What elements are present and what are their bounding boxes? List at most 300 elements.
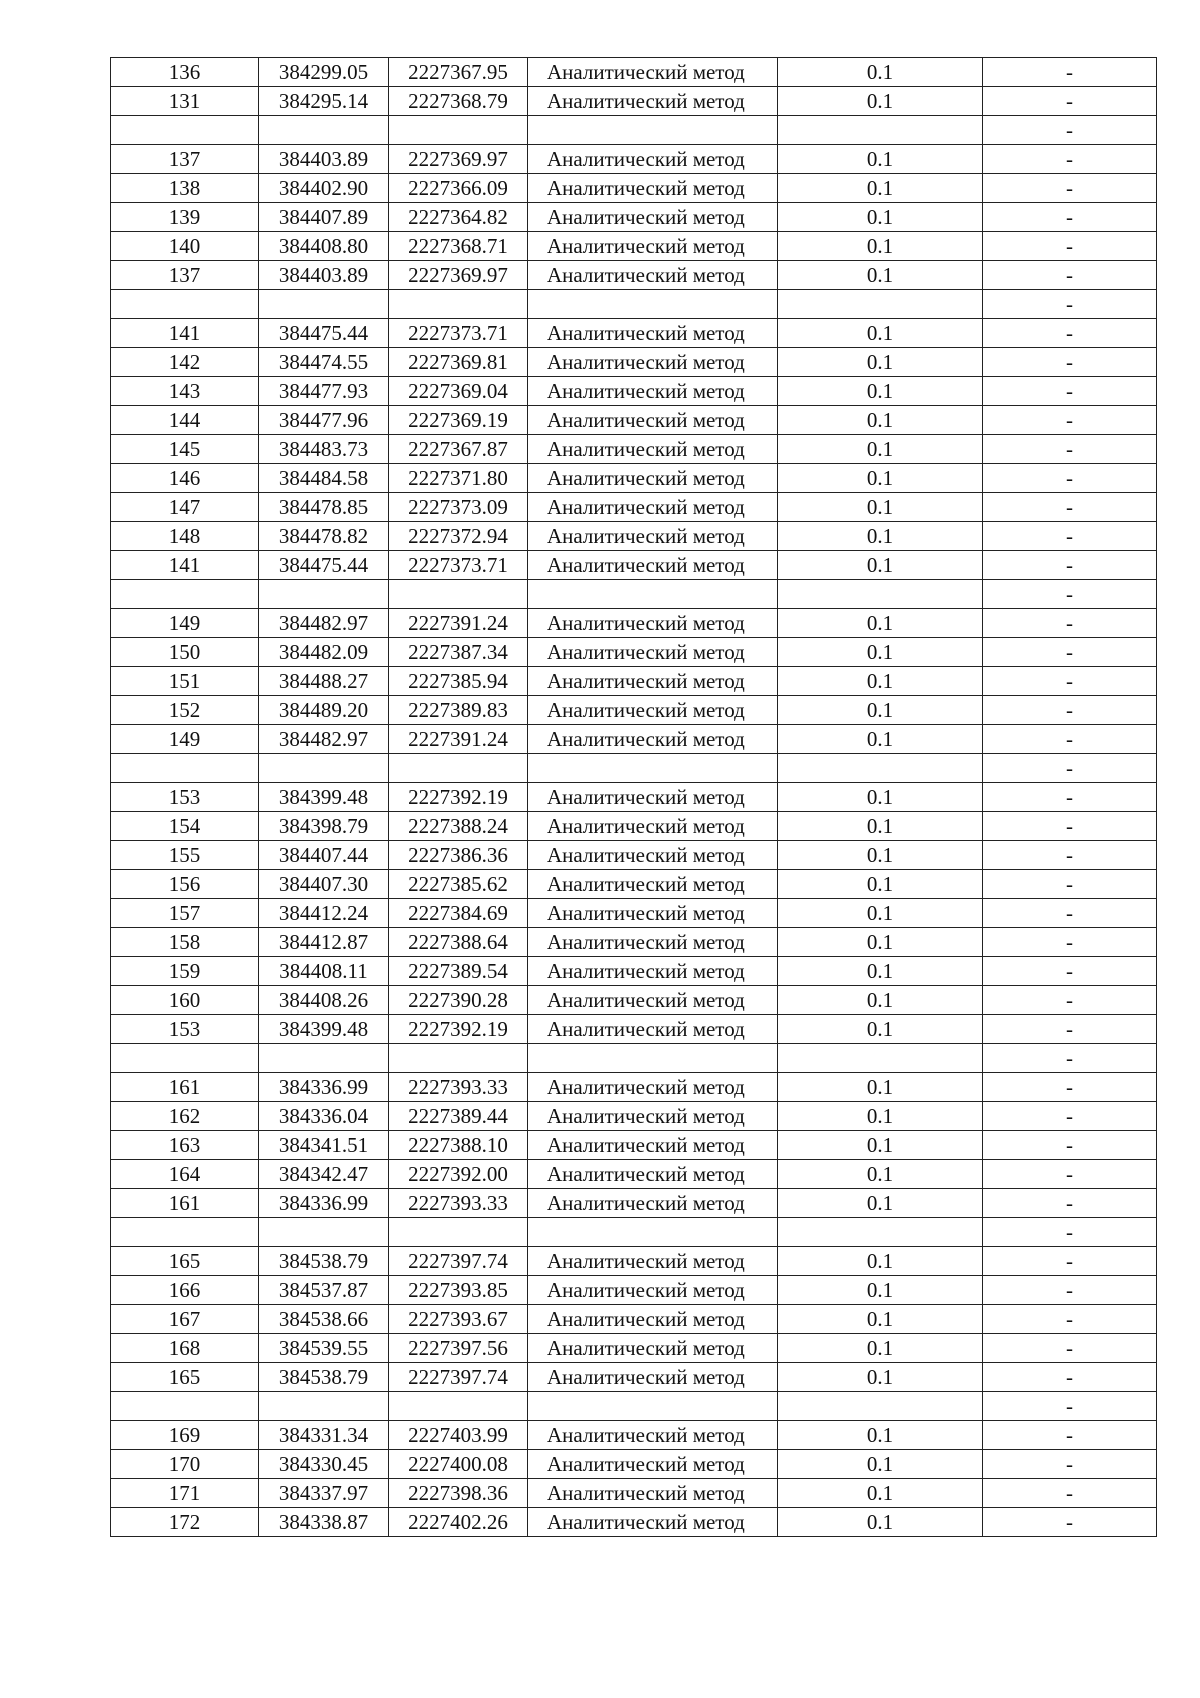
x-coordinate-cell xyxy=(259,580,389,609)
accuracy-cell: 0.1 xyxy=(778,348,983,377)
table-row xyxy=(111,841,1157,870)
note-cell: - xyxy=(983,1363,1157,1392)
accuracy-cell: 0.1 xyxy=(778,870,983,899)
accuracy-cell: 0.1 xyxy=(778,551,983,580)
point-number-cell: 136 xyxy=(111,58,259,87)
y-coordinate-cell: 2227392.00 xyxy=(389,1160,528,1189)
accuracy-cell: 0.1 xyxy=(778,1508,983,1537)
method-cell: Аналитический метод xyxy=(528,812,778,841)
table-row xyxy=(111,1073,1157,1102)
method-cell: Аналитический метод xyxy=(528,638,778,667)
accuracy-cell: 0.1 xyxy=(778,783,983,812)
method-cell: Аналитический метод xyxy=(528,1421,778,1450)
x-coordinate-cell: 384478.85 xyxy=(259,493,389,522)
y-coordinate-cell: 2227388.64 xyxy=(389,928,528,957)
accuracy-cell: 0.1 xyxy=(778,638,983,667)
method-cell xyxy=(528,290,778,319)
note-cell: - xyxy=(983,348,1157,377)
point-number-cell: 172 xyxy=(111,1508,259,1537)
accuracy-cell: 0.1 xyxy=(778,1131,983,1160)
method-cell: Аналитический метод xyxy=(528,1508,778,1537)
point-number-cell: 169 xyxy=(111,1421,259,1450)
note-cell: - xyxy=(983,841,1157,870)
accuracy-cell: 0.1 xyxy=(778,841,983,870)
note-cell: - xyxy=(983,957,1157,986)
point-number-cell: 137 xyxy=(111,261,259,290)
point-number-cell: 146 xyxy=(111,464,259,493)
note-cell: - xyxy=(983,1421,1157,1450)
y-coordinate-cell: 2227385.62 xyxy=(389,870,528,899)
method-cell xyxy=(528,1218,778,1247)
y-coordinate-cell xyxy=(389,1044,528,1073)
note-cell: - xyxy=(983,899,1157,928)
point-number-cell: 151 xyxy=(111,667,259,696)
table-row xyxy=(111,319,1157,348)
x-coordinate-cell: 384331.34 xyxy=(259,1421,389,1450)
accuracy-cell: 0.1 xyxy=(778,928,983,957)
table-row xyxy=(111,899,1157,928)
method-cell: Аналитический метод xyxy=(528,464,778,493)
method-cell: Аналитический метод xyxy=(528,145,778,174)
y-coordinate-cell: 2227367.87 xyxy=(389,435,528,464)
note-cell: - xyxy=(983,812,1157,841)
table-row xyxy=(111,87,1157,116)
separator-row xyxy=(111,116,1157,145)
point-number-cell: 145 xyxy=(111,435,259,464)
note-cell: - xyxy=(983,58,1157,87)
method-cell: Аналитический метод xyxy=(528,870,778,899)
y-coordinate-cell: 2227368.71 xyxy=(389,232,528,261)
method-cell: Аналитический метод xyxy=(528,957,778,986)
method-cell: Аналитический метод xyxy=(528,899,778,928)
y-coordinate-cell: 2227369.97 xyxy=(389,145,528,174)
y-coordinate-cell xyxy=(389,116,528,145)
note-cell: - xyxy=(983,232,1157,261)
note-cell: - xyxy=(983,1044,1157,1073)
x-coordinate-cell: 384403.89 xyxy=(259,145,389,174)
accuracy-cell: 0.1 xyxy=(778,1479,983,1508)
x-coordinate-cell: 384295.14 xyxy=(259,87,389,116)
accuracy-cell: 0.1 xyxy=(778,87,983,116)
note-cell: - xyxy=(983,1479,1157,1508)
point-number-cell: 148 xyxy=(111,522,259,551)
note-cell: - xyxy=(983,493,1157,522)
point-number-cell xyxy=(111,116,259,145)
x-coordinate-cell: 384482.97 xyxy=(259,609,389,638)
accuracy-cell: 0.1 xyxy=(778,493,983,522)
method-cell xyxy=(528,1392,778,1421)
accuracy-cell: 0.1 xyxy=(778,377,983,406)
method-cell: Аналитический метод xyxy=(528,667,778,696)
x-coordinate-cell: 384538.79 xyxy=(259,1363,389,1392)
accuracy-cell: 0.1 xyxy=(778,1015,983,1044)
accuracy-cell: 0.1 xyxy=(778,986,983,1015)
point-number-cell: 131 xyxy=(111,87,259,116)
accuracy-cell xyxy=(778,580,983,609)
accuracy-cell: 0.1 xyxy=(778,203,983,232)
point-number-cell: 150 xyxy=(111,638,259,667)
table-row xyxy=(111,667,1157,696)
table-row xyxy=(111,609,1157,638)
method-cell: Аналитический метод xyxy=(528,841,778,870)
point-number-cell xyxy=(111,754,259,783)
method-cell: Аналитический метод xyxy=(528,696,778,725)
y-coordinate-cell: 2227373.71 xyxy=(389,551,528,580)
note-cell: - xyxy=(983,1247,1157,1276)
method-cell: Аналитический метод xyxy=(528,406,778,435)
note-cell: - xyxy=(983,1218,1157,1247)
y-coordinate-cell: 2227367.95 xyxy=(389,58,528,87)
point-number-cell: 165 xyxy=(111,1363,259,1392)
x-coordinate-cell: 384336.99 xyxy=(259,1073,389,1102)
table-row xyxy=(111,1102,1157,1131)
y-coordinate-cell: 2227390.28 xyxy=(389,986,528,1015)
x-coordinate-cell: 384475.44 xyxy=(259,319,389,348)
note-cell: - xyxy=(983,928,1157,957)
method-cell: Аналитический метод xyxy=(528,928,778,957)
table-row xyxy=(111,1450,1157,1479)
accuracy-cell xyxy=(778,116,983,145)
y-coordinate-cell: 2227387.34 xyxy=(389,638,528,667)
y-coordinate-cell: 2227369.97 xyxy=(389,261,528,290)
separator-row xyxy=(111,1044,1157,1073)
x-coordinate-cell: 384539.55 xyxy=(259,1334,389,1363)
table-row xyxy=(111,986,1157,1015)
y-coordinate-cell: 2227397.56 xyxy=(389,1334,528,1363)
table-row xyxy=(111,1363,1157,1392)
method-cell: Аналитический метод xyxy=(528,377,778,406)
table-row xyxy=(111,1334,1157,1363)
method-cell xyxy=(528,1044,778,1073)
x-coordinate-cell xyxy=(259,290,389,319)
x-coordinate-cell: 384399.48 xyxy=(259,783,389,812)
x-coordinate-cell: 384538.79 xyxy=(259,1247,389,1276)
point-number-cell: 160 xyxy=(111,986,259,1015)
point-number-cell: 153 xyxy=(111,1015,259,1044)
method-cell: Аналитический метод xyxy=(528,319,778,348)
point-number-cell: 142 xyxy=(111,348,259,377)
method-cell: Аналитический метод xyxy=(528,609,778,638)
table-row xyxy=(111,1015,1157,1044)
separator-row xyxy=(111,1392,1157,1421)
method-cell: Аналитический метод xyxy=(528,1131,778,1160)
accuracy-cell: 0.1 xyxy=(778,1334,983,1363)
x-coordinate-cell: 384408.26 xyxy=(259,986,389,1015)
accuracy-cell xyxy=(778,1044,983,1073)
point-number-cell: 158 xyxy=(111,928,259,957)
note-cell: - xyxy=(983,116,1157,145)
table-row xyxy=(111,1160,1157,1189)
y-coordinate-cell xyxy=(389,290,528,319)
point-number-cell: 164 xyxy=(111,1160,259,1189)
y-coordinate-cell: 2227388.10 xyxy=(389,1131,528,1160)
note-cell: - xyxy=(983,696,1157,725)
method-cell: Аналитический метод xyxy=(528,1479,778,1508)
method-cell: Аналитический метод xyxy=(528,522,778,551)
method-cell: Аналитический метод xyxy=(528,261,778,290)
note-cell: - xyxy=(983,261,1157,290)
method-cell: Аналитический метод xyxy=(528,174,778,203)
table-row xyxy=(111,812,1157,841)
table-row xyxy=(111,522,1157,551)
method-cell: Аналитический метод xyxy=(528,232,778,261)
table-row xyxy=(111,58,1157,87)
x-coordinate-cell: 384537.87 xyxy=(259,1276,389,1305)
point-number-cell: 170 xyxy=(111,1450,259,1479)
note-cell: - xyxy=(983,783,1157,812)
coordinates-table xyxy=(110,57,1157,1537)
point-number-cell: 141 xyxy=(111,551,259,580)
accuracy-cell: 0.1 xyxy=(778,957,983,986)
accuracy-cell: 0.1 xyxy=(778,1189,983,1218)
x-coordinate-cell: 384299.05 xyxy=(259,58,389,87)
x-coordinate-cell xyxy=(259,116,389,145)
x-coordinate-cell: 384341.51 xyxy=(259,1131,389,1160)
accuracy-cell xyxy=(778,1218,983,1247)
y-coordinate-cell: 2227371.80 xyxy=(389,464,528,493)
y-coordinate-cell xyxy=(389,580,528,609)
y-coordinate-cell: 2227369.19 xyxy=(389,406,528,435)
y-coordinate-cell xyxy=(389,1218,528,1247)
y-coordinate-cell: 2227372.94 xyxy=(389,522,528,551)
method-cell: Аналитический метод xyxy=(528,58,778,87)
note-cell: - xyxy=(983,986,1157,1015)
note-cell: - xyxy=(983,1392,1157,1421)
point-number-cell: 166 xyxy=(111,1276,259,1305)
method-cell: Аналитический метод xyxy=(528,1305,778,1334)
point-number-cell: 171 xyxy=(111,1479,259,1508)
y-coordinate-cell xyxy=(389,754,528,783)
method-cell: Аналитический метод xyxy=(528,493,778,522)
note-cell: - xyxy=(983,870,1157,899)
table-row xyxy=(111,1189,1157,1218)
note-cell: - xyxy=(983,667,1157,696)
point-number-cell xyxy=(111,1392,259,1421)
accuracy-cell: 0.1 xyxy=(778,145,983,174)
note-cell: - xyxy=(983,1450,1157,1479)
method-cell: Аналитический метод xyxy=(528,1073,778,1102)
y-coordinate-cell: 2227388.24 xyxy=(389,812,528,841)
table-row xyxy=(111,551,1157,580)
note-cell: - xyxy=(983,638,1157,667)
point-number-cell: 161 xyxy=(111,1189,259,1218)
x-coordinate-cell: 384336.99 xyxy=(259,1189,389,1218)
x-coordinate-cell: 384338.87 xyxy=(259,1508,389,1537)
table-row xyxy=(111,957,1157,986)
table-row xyxy=(111,406,1157,435)
point-number-cell: 137 xyxy=(111,145,259,174)
x-coordinate-cell: 384412.87 xyxy=(259,928,389,957)
x-coordinate-cell: 384475.44 xyxy=(259,551,389,580)
method-cell xyxy=(528,580,778,609)
x-coordinate-cell: 384399.48 xyxy=(259,1015,389,1044)
note-cell: - xyxy=(983,1334,1157,1363)
note-cell: - xyxy=(983,319,1157,348)
accuracy-cell: 0.1 xyxy=(778,1363,983,1392)
accuracy-cell: 0.1 xyxy=(778,667,983,696)
note-cell: - xyxy=(983,1131,1157,1160)
note-cell: - xyxy=(983,145,1157,174)
method-cell: Аналитический метод xyxy=(528,348,778,377)
accuracy-cell: 0.1 xyxy=(778,319,983,348)
accuracy-cell xyxy=(778,1392,983,1421)
method-cell: Аналитический метод xyxy=(528,986,778,1015)
table-row xyxy=(111,638,1157,667)
table-row xyxy=(111,464,1157,493)
point-number-cell: 157 xyxy=(111,899,259,928)
note-cell: - xyxy=(983,1102,1157,1131)
method-cell: Аналитический метод xyxy=(528,1189,778,1218)
y-coordinate-cell: 2227393.67 xyxy=(389,1305,528,1334)
note-cell: - xyxy=(983,580,1157,609)
accuracy-cell: 0.1 xyxy=(778,1247,983,1276)
point-number-cell: 143 xyxy=(111,377,259,406)
table-row xyxy=(111,1247,1157,1276)
point-number-cell: 162 xyxy=(111,1102,259,1131)
point-number-cell: 149 xyxy=(111,609,259,638)
accuracy-cell: 0.1 xyxy=(778,1160,983,1189)
table-row xyxy=(111,232,1157,261)
y-coordinate-cell: 2227389.83 xyxy=(389,696,528,725)
table-row xyxy=(111,783,1157,812)
y-coordinate-cell: 2227391.24 xyxy=(389,725,528,754)
x-coordinate-cell: 384407.44 xyxy=(259,841,389,870)
point-number-cell: 168 xyxy=(111,1334,259,1363)
note-cell: - xyxy=(983,1276,1157,1305)
table-row xyxy=(111,725,1157,754)
x-coordinate-cell: 384484.58 xyxy=(259,464,389,493)
x-coordinate-cell: 384482.97 xyxy=(259,725,389,754)
accuracy-cell: 0.1 xyxy=(778,435,983,464)
method-cell: Аналитический метод xyxy=(528,203,778,232)
x-coordinate-cell: 384412.24 xyxy=(259,899,389,928)
x-coordinate-cell: 384477.96 xyxy=(259,406,389,435)
method-cell: Аналитический метод xyxy=(528,725,778,754)
y-coordinate-cell: 2227393.33 xyxy=(389,1189,528,1218)
table-row xyxy=(111,348,1157,377)
accuracy-cell: 0.1 xyxy=(778,696,983,725)
point-number-cell: 154 xyxy=(111,812,259,841)
x-coordinate-cell: 384402.90 xyxy=(259,174,389,203)
note-cell: - xyxy=(983,551,1157,580)
y-coordinate-cell: 2227366.09 xyxy=(389,174,528,203)
accuracy-cell xyxy=(778,754,983,783)
x-coordinate-cell: 384538.66 xyxy=(259,1305,389,1334)
note-cell: - xyxy=(983,1015,1157,1044)
accuracy-cell: 0.1 xyxy=(778,261,983,290)
y-coordinate-cell: 2227402.26 xyxy=(389,1508,528,1537)
y-coordinate-cell: 2227373.09 xyxy=(389,493,528,522)
method-cell xyxy=(528,754,778,783)
table-row xyxy=(111,203,1157,232)
x-coordinate-cell: 384342.47 xyxy=(259,1160,389,1189)
note-cell: - xyxy=(983,290,1157,319)
separator-row xyxy=(111,580,1157,609)
y-coordinate-cell: 2227397.74 xyxy=(389,1363,528,1392)
y-coordinate-cell: 2227398.36 xyxy=(389,1479,528,1508)
table-row xyxy=(111,1276,1157,1305)
separator-row xyxy=(111,754,1157,783)
method-cell: Аналитический метод xyxy=(528,551,778,580)
note-cell: - xyxy=(983,522,1157,551)
point-number-cell: 155 xyxy=(111,841,259,870)
y-coordinate-cell: 2227391.24 xyxy=(389,609,528,638)
method-cell: Аналитический метод xyxy=(528,1276,778,1305)
accuracy-cell: 0.1 xyxy=(778,1305,983,1334)
method-cell: Аналитический метод xyxy=(528,1363,778,1392)
y-coordinate-cell: 2227373.71 xyxy=(389,319,528,348)
table-row xyxy=(111,1479,1157,1508)
note-cell: - xyxy=(983,174,1157,203)
note-cell: - xyxy=(983,1508,1157,1537)
y-coordinate-cell: 2227403.99 xyxy=(389,1421,528,1450)
table-row xyxy=(111,1305,1157,1334)
y-coordinate-cell: 2227392.19 xyxy=(389,783,528,812)
method-cell: Аналитический метод xyxy=(528,783,778,812)
note-cell: - xyxy=(983,725,1157,754)
point-number-cell xyxy=(111,1044,259,1073)
accuracy-cell: 0.1 xyxy=(778,1073,983,1102)
table-row xyxy=(111,435,1157,464)
y-coordinate-cell: 2227400.08 xyxy=(389,1450,528,1479)
y-coordinate-cell: 2227369.04 xyxy=(389,377,528,406)
accuracy-cell xyxy=(778,290,983,319)
note-cell: - xyxy=(983,203,1157,232)
note-cell: - xyxy=(983,1189,1157,1218)
point-number-cell: 147 xyxy=(111,493,259,522)
method-cell: Аналитический метод xyxy=(528,1334,778,1363)
note-cell: - xyxy=(983,406,1157,435)
note-cell: - xyxy=(983,87,1157,116)
x-coordinate-cell xyxy=(259,754,389,783)
x-coordinate-cell: 384477.93 xyxy=(259,377,389,406)
x-coordinate-cell xyxy=(259,1392,389,1421)
method-cell: Аналитический метод xyxy=(528,1160,778,1189)
x-coordinate-cell: 384403.89 xyxy=(259,261,389,290)
y-coordinate-cell: 2227392.19 xyxy=(389,1015,528,1044)
x-coordinate-cell xyxy=(259,1218,389,1247)
table-row xyxy=(111,1508,1157,1537)
table-row xyxy=(111,1421,1157,1450)
accuracy-cell: 0.1 xyxy=(778,464,983,493)
separator-row xyxy=(111,1218,1157,1247)
method-cell xyxy=(528,116,778,145)
accuracy-cell: 0.1 xyxy=(778,725,983,754)
accuracy-cell: 0.1 xyxy=(778,1276,983,1305)
table-row xyxy=(111,1131,1157,1160)
y-coordinate-cell: 2227386.36 xyxy=(389,841,528,870)
note-cell: - xyxy=(983,609,1157,638)
accuracy-cell: 0.1 xyxy=(778,1102,983,1131)
method-cell: Аналитический метод xyxy=(528,1247,778,1276)
point-number-cell: 159 xyxy=(111,957,259,986)
table-row xyxy=(111,377,1157,406)
x-coordinate-cell: 384478.82 xyxy=(259,522,389,551)
point-number-cell xyxy=(111,580,259,609)
y-coordinate-cell: 2227397.74 xyxy=(389,1247,528,1276)
x-coordinate-cell: 384330.45 xyxy=(259,1450,389,1479)
accuracy-cell: 0.1 xyxy=(778,522,983,551)
x-coordinate-cell: 384408.80 xyxy=(259,232,389,261)
separator-row xyxy=(111,290,1157,319)
y-coordinate-cell: 2227369.81 xyxy=(389,348,528,377)
y-coordinate-cell xyxy=(389,1392,528,1421)
y-coordinate-cell: 2227393.85 xyxy=(389,1276,528,1305)
table-row xyxy=(111,870,1157,899)
x-coordinate-cell: 384474.55 xyxy=(259,348,389,377)
method-cell: Аналитический метод xyxy=(528,1015,778,1044)
accuracy-cell: 0.1 xyxy=(778,899,983,928)
